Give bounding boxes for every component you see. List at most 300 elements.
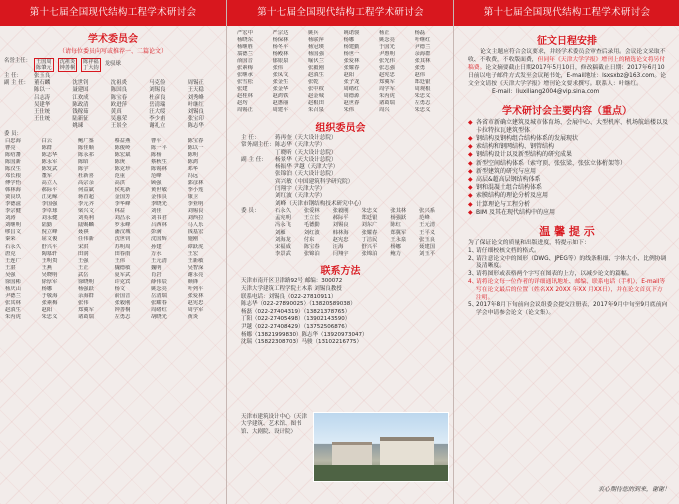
topic-item	[468, 168, 670, 176]
member-name: 于敬海	[41, 292, 58, 299]
member-name: 陈一平	[151, 144, 167, 151]
org-member-name: 刘玉平	[419, 251, 436, 258]
member-name: 张素梅	[41, 299, 58, 306]
vice-chair-name: 汪大绥	[149, 109, 166, 116]
member-name: 张伟	[272, 65, 284, 71]
org-members-grid	[275, 208, 446, 258]
member-name: 王元清	[151, 257, 167, 264]
banner: 第十七届全国现代结构工程学术研讨会	[454, 0, 679, 26]
org-member-name: 郑廷银	[361, 215, 378, 222]
member-name: 张其林	[414, 58, 431, 64]
member-name: 李德滋	[5, 201, 21, 208]
topic-text: 新型建筑的研究与应用	[476, 167, 537, 175]
tips-intro: 为了保证论文的质量和出版进度，特提示如下：	[468, 240, 590, 246]
member-name: 朱忠义	[414, 107, 431, 113]
org-row	[241, 157, 446, 164]
closing-signature: 衷心期待您的到来，谢谢！	[597, 486, 670, 493]
org-member-name: 刘雁	[275, 229, 286, 236]
member-name: 杨保林	[272, 37, 289, 43]
bullet-icon: ◆	[468, 167, 473, 175]
member-name: 杨冬平	[272, 44, 289, 50]
member-name: 王正	[78, 264, 89, 271]
members-grid	[0, 138, 226, 321]
contact-info	[227, 278, 454, 346]
org-member-name: 孟宪明	[275, 215, 291, 222]
vice-chair-name: 谢礼立	[149, 123, 166, 130]
org-member-name: 张耀春	[361, 229, 378, 236]
member-name: 俞国音	[237, 58, 253, 64]
vice-chair-name: 陈宝春	[110, 94, 127, 101]
member-name: 余海群	[78, 292, 94, 299]
member-name: 朱召泉	[308, 107, 324, 113]
member-name: 范重	[114, 173, 126, 180]
member-name: 张毅刚	[114, 299, 131, 306]
member-name: 陈克珍	[114, 166, 131, 173]
panel-academic-committee	[0, 0, 226, 504]
member-name: 杨正	[379, 30, 390, 36]
bullet-icon: ◆	[468, 200, 473, 208]
bullet-icon: ◆	[468, 134, 473, 142]
member-name: 杨庆山	[5, 285, 21, 292]
member-name: 张凤文	[272, 72, 289, 78]
org-member: 杨景华（天大设计总院）	[275, 156, 337, 163]
contact-line: 丁阳（022-27405498）（13902143590）	[241, 316, 351, 323]
member-name: 姚念亮	[151, 285, 167, 292]
member-name: 贾良玖	[5, 194, 21, 201]
member-name: 赵滇生	[5, 306, 21, 313]
call-for-papers-text	[454, 48, 679, 88]
org-role-label	[241, 201, 275, 208]
member-name: 王宏	[187, 250, 199, 257]
org-member-name: 刘红波	[303, 229, 320, 236]
member-name: 赵根田	[308, 100, 324, 106]
honorary-name: 陈祥福	[83, 59, 99, 65]
org-role-label	[241, 164, 275, 171]
venue-photo	[313, 412, 449, 482]
org-member-name: 汪海	[332, 243, 344, 250]
member-name: 赵滇生	[308, 72, 324, 78]
org-member-name: 范峰	[419, 215, 430, 222]
member-name: 陈群	[41, 144, 53, 151]
bullet-icon: ◆	[468, 192, 473, 200]
org-member: 宾兴敏（中国建筑科学研究院）	[275, 178, 354, 185]
topic-item	[468, 151, 670, 159]
member-name: 邓华	[187, 166, 199, 173]
tips-list	[468, 248, 668, 318]
vice-chair-name: 王天稳	[187, 87, 204, 94]
member-name: 何益斌	[78, 187, 94, 194]
topics-title: 学术研讨会主要内容（重点）	[502, 105, 632, 117]
member-name: 石永久	[5, 243, 21, 250]
member-name: 颜锋	[187, 278, 199, 285]
member-name: 陈志华	[41, 151, 58, 158]
call-for-papers-title: 征文日程安排	[537, 36, 597, 47]
member-name: 魏德敏	[114, 264, 131, 271]
vice-chair-name: 姚谏	[72, 123, 84, 130]
vice-chair-name	[34, 123, 72, 130]
vice-chair-name: 钱稼茹	[72, 109, 89, 116]
member-name: 谭跃虎	[187, 243, 204, 250]
member-name: 周兴	[379, 107, 390, 113]
member-name: 高洪	[114, 180, 126, 187]
topic-text: 索结构和钢网结构、钢管结构	[476, 143, 555, 151]
member-name: 吴智深	[187, 264, 204, 271]
member-name: 张伟	[78, 299, 89, 306]
photo-building	[380, 437, 434, 465]
member-name: 罗永峰	[114, 222, 131, 229]
member-name: 苏明周	[114, 243, 131, 250]
member-name: 吴晓明	[41, 271, 58, 278]
org-member-name: 郝际平	[332, 215, 349, 222]
member-name: 杨殿林	[272, 51, 289, 57]
org-row	[241, 150, 446, 157]
member-name: 刘继明	[5, 222, 21, 229]
org-member-name: 杨强跃	[390, 215, 407, 222]
honorary-name: 钟善桐	[59, 65, 76, 71]
member-name: 杨国强	[308, 51, 324, 57]
member-name: 蔡秋生	[151, 158, 167, 165]
org-member-name: 陈红	[390, 222, 401, 229]
org-member-name: 李景武	[275, 251, 291, 258]
member-name: 薛伟辰	[151, 278, 167, 285]
member-name: 张耀春	[343, 65, 360, 71]
honorary-name: 陈肇元	[36, 65, 52, 71]
org-row	[241, 193, 446, 200]
member-name: 周绪红	[151, 306, 167, 313]
member-name: 张金华	[272, 86, 289, 92]
member-name: 唐克	[5, 250, 16, 257]
member-name: 陈俊岭	[114, 144, 131, 151]
member-name: 郭彦林	[187, 180, 204, 187]
tip-text: 2017年8月下旬前向会议组委会提交注册表，2017年9月中旬至9月底前向学会申请参会论文（论文集）。	[476, 302, 668, 317]
member-name: 严宗达	[272, 30, 289, 36]
org-role-label	[241, 179, 275, 186]
vice-chair-name: 吴惠荣	[110, 116, 127, 123]
member-name: 俞国音	[114, 292, 131, 299]
org-member: 张锦泊（天大设计总院）	[275, 171, 337, 178]
tip-text: 请将图形或表格两个字写在图表的上方，以减少论文的篇幅。	[476, 271, 633, 278]
member-name: 周绪红	[343, 86, 360, 92]
member-name: 陆勤	[41, 222, 53, 229]
member-name: 吴强	[5, 271, 16, 278]
contact-line: 尹越（022-27408429）（13752506876）	[241, 323, 351, 330]
member-name: 郑冀军	[78, 306, 94, 313]
org-row	[241, 179, 446, 186]
topic-text: 新型空间结构体系（索穹顶、张弦梁、张弦立体桁架等）	[476, 159, 627, 167]
bullet-icon: ◆	[468, 143, 473, 151]
member-name: 周观根	[414, 86, 431, 92]
member-name: 徐国彬	[5, 278, 21, 285]
member-name: 李亚明	[187, 201, 204, 208]
topics-list	[468, 119, 670, 217]
member-name: 叶继红	[414, 37, 431, 43]
member-name: 陈宇	[78, 166, 89, 173]
member-name: 王伟	[114, 257, 126, 264]
org-row	[241, 164, 446, 171]
academic-committee-title: 学术委员会	[88, 34, 138, 45]
tip-number: 4、	[468, 278, 478, 285]
topic-text: 计算理论与工程分析	[476, 200, 531, 208]
org-member-name: 冯永飞	[275, 222, 291, 229]
vice-chair-list	[34, 80, 226, 130]
photo-building	[332, 442, 372, 465]
member-name: 李华峰	[114, 201, 131, 208]
member-name: 沈世钊	[114, 236, 131, 243]
member-name: 杨娜	[41, 285, 53, 292]
member-name: 金国芳	[114, 194, 131, 201]
honorary-box-2	[58, 58, 78, 72]
org-role-label: 副 主 任：	[241, 156, 267, 163]
vice-chair-name: 王仕统	[34, 116, 51, 123]
tip-number: 1、	[468, 247, 478, 254]
member-name: 张毅刚	[308, 65, 324, 71]
vice-chair-name: 陈志华	[187, 123, 204, 130]
member-name: 杨冠瑛	[308, 44, 324, 50]
topic-item	[468, 192, 670, 200]
call-email: E-mail：liuxiliang2004@vip.sina.com	[492, 89, 600, 96]
member-name: 秦荣	[5, 236, 16, 243]
org-role-label	[241, 150, 275, 157]
member-name: 赵阳	[41, 306, 53, 313]
vice-chair-row	[34, 87, 226, 94]
bullet-icon: ◆	[468, 151, 473, 159]
member-name: 陈昭	[78, 158, 89, 165]
vice-chair-row	[34, 102, 226, 109]
member-name: 张其林	[5, 299, 21, 306]
topic-text: 各省市新确立建筑及城市体育场、会展中心、大型机库、机场航站楼以及卡拉特拉瓦建筑型体	[476, 118, 669, 134]
member-name: 侯兆新	[114, 187, 131, 194]
member-name: 刘昌永	[114, 215, 131, 222]
member-name: 鲍广鉴	[78, 137, 94, 144]
member-name: 夏军武	[114, 271, 131, 278]
contact-line: 杨娜（13821999830）陈志华（13920973047）	[241, 331, 368, 338]
panel-organizing-committee	[226, 0, 454, 504]
member-name: 马人乐	[187, 222, 204, 229]
bullet-icon: ◆	[468, 118, 473, 126]
member-name: 陈明	[187, 151, 199, 158]
member-name: 李元齐	[78, 201, 94, 208]
org-member-name: 王永泉	[390, 236, 407, 243]
org-member-name: 丁洁民	[361, 236, 378, 243]
members-label-row	[0, 131, 226, 138]
member-name: 陈佳顺	[78, 144, 94, 151]
contact-line: 陈志华（022-27890025）（13820589038）	[241, 301, 356, 308]
org-member-name: 聂建国	[419, 243, 436, 250]
tip-text: 请仔细校核文档的格式。	[476, 247, 540, 254]
org-member: 杨振华 尹越（天津大学）	[275, 164, 339, 171]
member-name: 诸葛瑞	[379, 100, 395, 106]
member-name: 姚兵	[308, 30, 319, 36]
members-continued-grid	[227, 30, 454, 114]
vice-chair-label: 副 主 任：	[4, 80, 29, 87]
member-name: 王燕	[41, 264, 53, 271]
call-text: 论文主题应符合会议要求，并经学术委员会审查后录用。会议论文采取不收、不收费，不收版面费，	[468, 49, 666, 64]
member-name: 赵宪忠	[379, 72, 395, 78]
org-member-name: 郑冀军	[390, 229, 407, 236]
member-name: 王连广	[5, 257, 21, 264]
academic-committee-subtitle: （请每位委员向写或推荐一、二篇论文）	[58, 48, 167, 55]
tips-block	[454, 240, 679, 318]
member-name: 顾强	[151, 180, 162, 187]
honorary-name: 龙驭球	[104, 61, 121, 67]
member-name: 周建平	[272, 107, 289, 113]
member-name: 陈永军	[41, 158, 58, 165]
member-name: 郝际平	[41, 187, 58, 194]
honorary-box-1	[34, 58, 54, 72]
member-name: 董军	[41, 173, 53, 180]
org-member: 刘峰（天津市钢结构技术研究中心）	[275, 200, 365, 207]
member-name: 魏明	[151, 264, 162, 271]
member-name: 陈以一	[187, 144, 204, 151]
member-name: 赵宪忠	[187, 299, 204, 306]
contact-line: 天津大学建筑工程学院土木系 刘锡良教授	[241, 285, 342, 292]
honorary-row	[0, 58, 226, 72]
member-name: 康卫	[187, 194, 199, 201]
member-name: 朱伟	[343, 107, 355, 113]
member-name: 高立人	[41, 180, 58, 187]
call-text-highlight: 但同年《天津大学学报》增刊上的精选论文将另付稿费。	[468, 57, 666, 72]
member-name: 施刚	[187, 236, 199, 243]
topic-item	[468, 209, 670, 217]
tip-text: 请注意论文中的图形（DWG、JPEG等）的线条粗细、字体大小、比例协调及清晰度。	[476, 255, 667, 270]
honorary-name: 王国周	[36, 59, 52, 65]
tip-number: 5、	[468, 302, 478, 309]
member-name: 刘锡良	[187, 208, 204, 215]
member-name: 叶列平	[187, 285, 204, 292]
member-name: 田春雨	[114, 250, 131, 257]
member-name: 张继承	[237, 72, 253, 78]
vice-chair-name: 黄真	[110, 109, 122, 116]
org-member-name: 王立长	[303, 215, 320, 222]
tips-title: 温 馨 提 示	[539, 225, 595, 238]
org-member: 蒋再奎（天大设计总院）	[275, 135, 337, 141]
panel-call-for-papers	[453, 0, 679, 504]
chair-label: 主 任：	[4, 73, 22, 79]
member-name: 周德源	[343, 93, 360, 99]
topic-text: 高层&超高层钢结构体系	[476, 175, 541, 183]
member-name: 孙建	[151, 243, 162, 250]
member-name: 诸葛瑞	[78, 314, 94, 320]
member-name: 彭满	[151, 229, 162, 236]
vice-chair-name: 吕志涛	[34, 94, 51, 101]
member-name: 曹亮	[5, 144, 16, 151]
org-member-name: 张爱林	[303, 207, 320, 214]
org-members-block	[227, 208, 454, 258]
member-name: 李卓球	[41, 208, 58, 215]
member-name: 徐晓明	[78, 278, 94, 285]
member-name: 张爱林	[343, 58, 360, 64]
member-name: 蒋首超	[78, 194, 94, 201]
vice-chair-name: 陈国良	[110, 87, 127, 94]
member-name: 范峰	[151, 173, 162, 180]
member-name: 严宏中	[237, 30, 253, 36]
member-name: 陈发武	[41, 166, 58, 173]
organizing-committee-list	[227, 135, 454, 208]
member-name: 赵鸿铁	[272, 93, 289, 99]
vice-chair-name: 沈世钊	[72, 80, 89, 87]
member-name: 杨娜	[343, 37, 355, 43]
org-role-label: 常务副主任：	[241, 142, 275, 149]
member-name: 徐厚军	[41, 278, 58, 285]
member-name: 武岳	[78, 271, 89, 278]
member-name: 朱丙虎	[379, 93, 395, 99]
member-name: 朱忠义	[414, 93, 431, 99]
vice-chair-name: 吴建华	[34, 101, 51, 108]
member-name: 江见鲸	[41, 194, 58, 201]
vice-chair-name: 王景全	[110, 123, 127, 130]
member-name: 尹惠明	[379, 51, 395, 57]
vice-chair-name: 聂建国	[72, 87, 89, 94]
member-name: 陈鸿	[187, 158, 199, 165]
vice-chair-name: 李少甫	[149, 116, 166, 123]
topic-text: 钢结构及钢构组合结构体系的发展现状	[476, 134, 579, 142]
org-member: 丁晓昕（天大设计总院）	[275, 149, 337, 156]
member-name: 张耀春	[151, 299, 167, 306]
member-name: 杨磊	[414, 30, 426, 36]
member-name: 聂祺	[78, 229, 89, 236]
call-text: 论文摘要截止日期2017年5月10日，修改稿截止日期：2017年6月10日前以电子邮件方式发至会议秘书处，E-mail地址：lsxsxbz@163.com。论文全文请按《天津大学学报》增刊论文要求撰写。联系人：叶继红。	[468, 65, 667, 88]
member-name: 张爱林	[187, 292, 204, 299]
organizing-committee-title: 组织委员会	[315, 123, 366, 134]
member-name: 杨世一	[343, 51, 360, 57]
tip-number: 3、	[468, 271, 478, 278]
member-name: 喻伏兰	[308, 58, 324, 64]
member-name: 赵金城	[308, 93, 324, 99]
member-name: 倪立峰	[41, 229, 58, 236]
org-member-name: 张锦泊	[303, 251, 320, 258]
member-name: 任伟新	[78, 236, 94, 243]
org-member-name: 刘东广	[361, 222, 378, 229]
member-name: 钱基宏	[187, 229, 204, 236]
tip-number: 2、	[468, 255, 478, 262]
member-name: 朱忠义	[41, 314, 58, 320]
topic-text: 索膜结构的理论分析及应用	[476, 192, 549, 200]
org-members-label: 委 员：	[241, 207, 260, 214]
org-member-name: 杨娜	[390, 243, 401, 250]
vice-chair-row	[34, 123, 226, 130]
member-name: 张雪松	[237, 79, 253, 85]
member-name: 傅学怡	[5, 180, 21, 187]
vice-chair-name: 马克俭	[149, 80, 166, 87]
member-name: 杨建勤	[343, 44, 360, 50]
member-name: 陈汉生	[5, 166, 21, 173]
topic-item	[468, 160, 670, 168]
org-member-name: 石永久	[275, 207, 291, 214]
vice-chair-name: 陈以一	[34, 87, 51, 94]
vice-chair-name: 沈祖炎	[110, 80, 127, 87]
org-member-name: 刘海龙	[275, 236, 291, 243]
member-name: 胡晓光	[151, 314, 167, 320]
member-name: 陈宝春	[187, 137, 204, 144]
member-name: 韩林海	[5, 187, 21, 194]
member-name: 杨联萍	[308, 37, 324, 43]
member-name: 张子龙	[343, 79, 360, 85]
member-name: 钟善桐	[114, 306, 131, 313]
tip-item	[468, 302, 668, 318]
photo-ground	[314, 465, 448, 481]
member-name: 白云	[41, 137, 53, 144]
member-name: 黄世敏	[151, 187, 167, 194]
member-name: 邓长根	[5, 173, 21, 180]
bullet-icon: ◆	[468, 184, 473, 192]
member-name: 梁兴文	[78, 208, 94, 215]
org-member-name: 张兴系	[419, 207, 436, 214]
org-member-name: 舒兴平	[361, 243, 378, 250]
member-name: 沈国辉	[151, 236, 167, 243]
member-name: 季小莲	[187, 187, 204, 194]
members-label: 委 员：	[4, 130, 22, 137]
tip-item	[468, 248, 668, 256]
